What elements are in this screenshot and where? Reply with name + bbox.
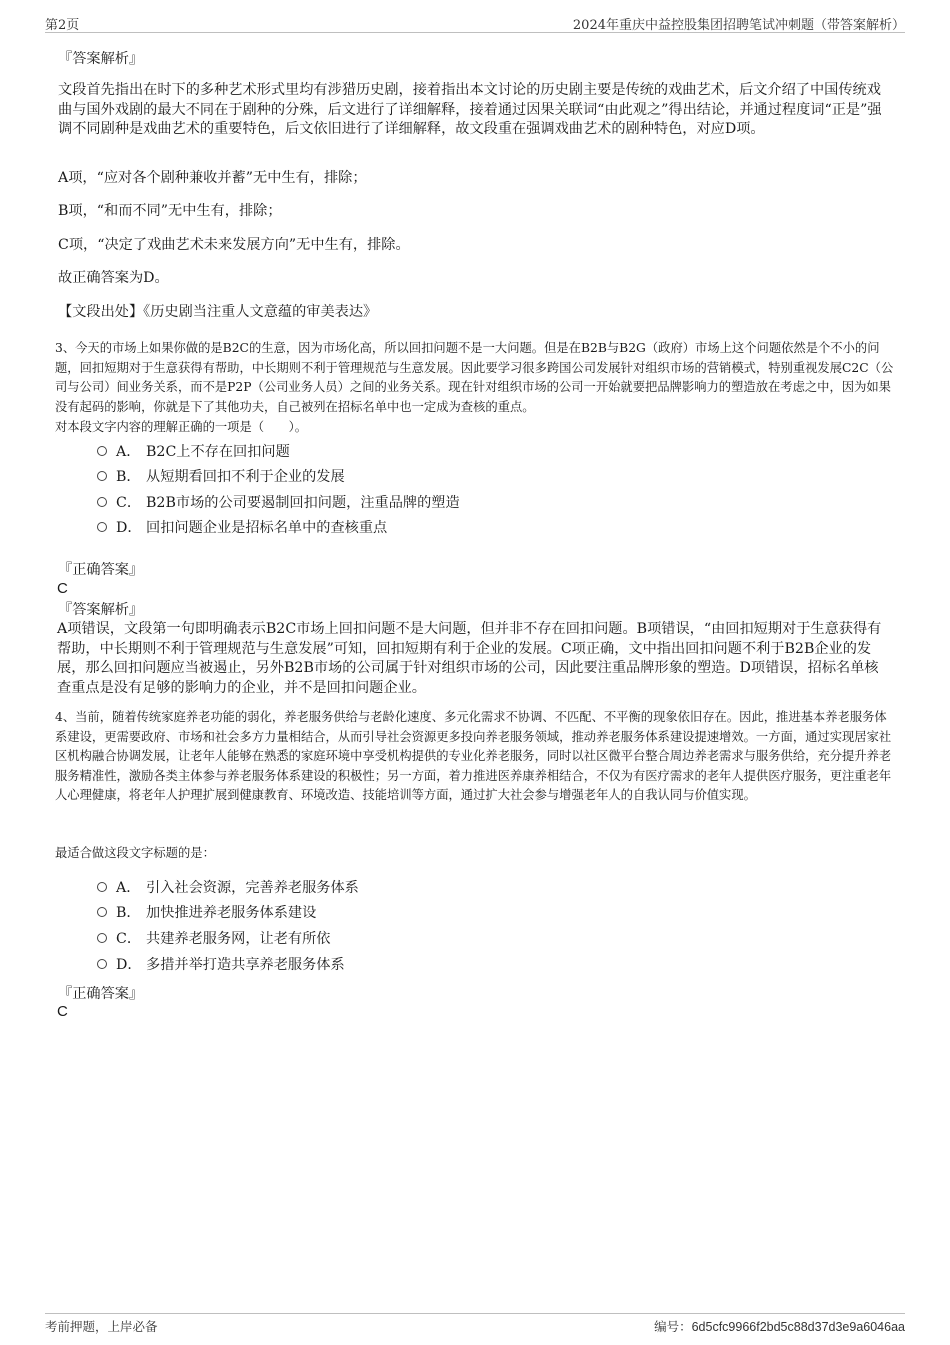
option-c-note: C项，“决定了戏曲艺术未来发展方向”无中生有，排除。 <box>58 237 410 253</box>
question-3-option-d[interactable]: D． 回扣问题企业是招标名单中的查核重点 <box>97 518 387 538</box>
question-3-option-b[interactable]: B． 从短期看回扣不利于企业的发展 <box>97 467 345 487</box>
question-3-option-a[interactable]: A． B2C上不存在回扣问题 <box>97 442 290 462</box>
radio-button-icon[interactable] <box>97 933 107 943</box>
question-4-option-b[interactable]: B． 加快推进养老服务体系建设 <box>97 903 316 923</box>
radio-button-icon[interactable] <box>97 497 107 507</box>
question-4-option-a[interactable]: A． 引入社会资源，完善养老服务体系 <box>97 878 359 898</box>
analysis-label: 『答案解析』 <box>58 51 144 67</box>
page-header <box>45 14 905 33</box>
page-number: 第2页 <box>45 18 80 33</box>
question-4-option-c[interactable]: C． 共建养老服务网，让老有所依 <box>97 929 330 949</box>
radio-button-icon[interactable] <box>97 959 107 969</box>
question-3-analysis-label: 『答案解析』 <box>58 602 144 618</box>
radio-button-icon[interactable] <box>97 907 107 917</box>
conclusion: 故正确答案为D。 <box>58 270 169 286</box>
question-3-prompt: 对本段文字内容的理解正确的一项是（ ）。 <box>55 420 308 434</box>
question-3-answer-label: 『正确答案』 <box>58 562 144 578</box>
question-3-analysis-text: A项错误，文段第一句即明确表示B2C市场上回扣问题不是大问题，但并非不存在回扣问题。B项错误，“由回扣短期对于生意获得有帮助，中长期则不利于管理规范与生意发展”可知，回扣短期有利于企业的发展。C项正确，文中指出回扣问题不利于B2B企业的发展，那么回扣问题应当被遏止，另外B2B市场的公司属于针对组织市场的公司，因此要注重品牌形象的塑造。D项错误，招标名单核查重点是没有足够的影响力的企业，并不是回扣问题企业。 <box>57 621 882 696</box>
option-a-note: A项，“应对各个剧种兼收并蓄”无中生有，排除； <box>58 170 367 186</box>
option-b-note: B项，“和而不同”无中生有，排除； <box>58 203 282 219</box>
page-footer <box>45 1313 905 1338</box>
radio-button-icon[interactable] <box>97 471 107 481</box>
question-3-option-c[interactable]: C． B2B市场的公司要遏制回扣问题，注重品牌的塑造 <box>97 493 460 513</box>
radio-button-icon[interactable] <box>97 446 107 456</box>
analysis-text: 文段首先指出在时下的多种艺术形式里均有涉猎历史剧，接着指出本文讨论的历史剧主要是传统的戏曲艺术，后文介绍了中国传统戏曲与国外戏剧的最大不同在于剧种的分殊，后文进行了详细解释，接着通过因果关联词“由此观之”得出结论，并通过程度词“正是”强调不同剧种是戏曲艺术的重要特色，后文依旧进行了详细解释，故文段重在强调戏曲艺术的剧种特色，对应D项。 <box>58 82 882 137</box>
document-title: 2024年重庆中益控股集团招聘笔试冲刺题（带答案解析） <box>572 18 905 33</box>
footer-slogan: 考前押题，上岸必备 <box>45 1319 158 1334</box>
document-id <box>654 1317 905 1335</box>
question-4-stem: 4、当前，随着传统家庭养老功能的弱化，养老服务供给与老龄化速度、多元化需求不协调、不匹配、不平衡的现象依旧存在。因此，推进基本养老服务体系建设，更需要政府、市场和社会多方力量相结合，从而引导社会资源更多投向养老服务领域，推动养老服务体系建设提速增效。一方面，通过实现居家社区机构融合协调发展，让老年人能够在熟悉的家庭环境中享受机构提供的专业化养老服务，同时以社区微平台整合周边养老需求与服务供给，充分提升养老服务精准性，激励各类主体参与养老服务体系建设的积极性；另一方面，着力推进医养康养相结合，不仅为有医疗需求的老年人提供医疗服务，更注重老年人心理健康，将老年人护理扩展到健康教育、环境改造、技能培训等方面，通过扩大社会参与增强老年人的自我认同与价值实现。 <box>55 710 892 802</box>
question-4-option-d[interactable]: D． 多措并举打造共享养老服务体系 <box>97 955 345 975</box>
question-4-answer-label: 『正确答案』 <box>58 986 144 1002</box>
question-4-prompt: 最适合做这段文字标题的是： <box>55 846 215 860</box>
radio-button-icon[interactable] <box>97 522 107 532</box>
document-id-label: 编号： <box>654 1319 692 1334</box>
document-id-value: 6d5cfc9966f2bd5c88d37d3e9a6046aa <box>691 1320 905 1334</box>
question-3-stem: 3、今天的市场上如果你做的是B2C的生意，因为市场化高，所以回扣问题不是一大问题。但是在B2B与B2G（政府）市场上这个问题依然是个不小的问题，回扣短期对于生意获得有帮助，中长期则不利于管理规范与生意发展。因此要学习很多跨国公司发展针对组织市场的营销模式，特别重视发展C2C（公司与公司）间业务关系，而不是P2P（公司业务人员）之间的业务关系。现在针对组织市场的公司一开始就要把品牌影响力的塑造放在考虑之中，因为如果没有起码的影响，你就是下了其他功夫，自己被列在招标名单中也一定成为查核的重点。 <box>55 341 894 414</box>
radio-button-icon[interactable] <box>97 882 107 892</box>
source-citation: 【文段出处】《历史剧当注重人文意蕴的审美表达》 <box>58 304 378 320</box>
question-3-answer: C <box>57 580 68 597</box>
question-4-answer: C <box>57 1003 68 1020</box>
